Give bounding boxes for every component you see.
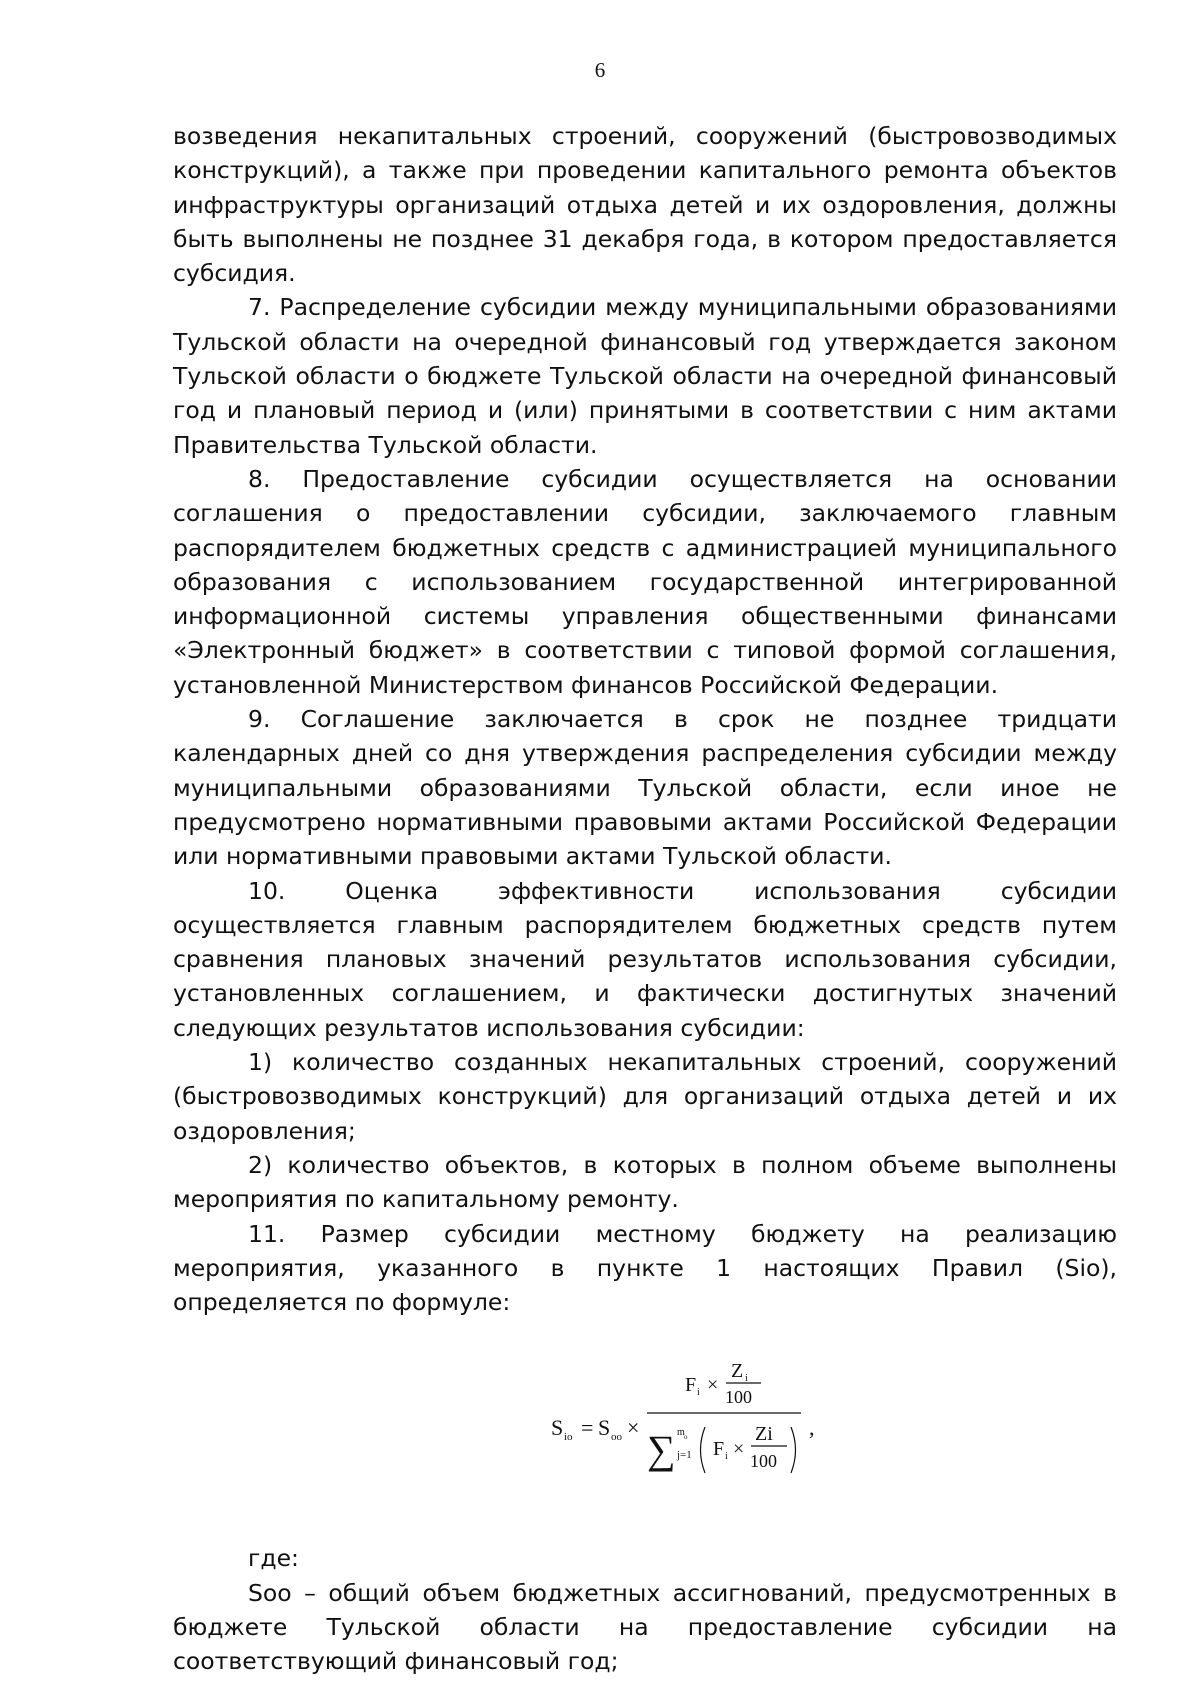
formula-sigma-sup: m	[677, 1427, 685, 1439]
formula-lhs: S	[551, 1415, 564, 1441]
formula-num-times: ×	[707, 1374, 719, 1397]
formula-num-z-sub: i	[745, 1373, 748, 1385]
formula-right-paren	[791, 1427, 796, 1473]
paragraph-clause-8: 8. Предоставление субсидии осуществляется на основании соглашения о предоставлении субсидии, заключаемого главным распорядителем бюджетных средств с администрацией муниципального образования с использованием государственной интегрированной информационной системы управления общественными финансами «Электронный бюджет» в соответствии с типовой формой соглашения, установленной Министерством финансов Российской Федерации.	[173, 464, 1117, 699]
paragraph: возведения некапитальных строений, сооружений (быстровозводимых конструкций), а также при проведении капитального ремонта объектов инфраструктуры организаций отдыха детей и их оздоровления, должны быть выполнены не позднее 31 декабря года, в котором предоставляется субсидия.	[173, 122, 1117, 288]
formula-sigma-sub: j=1	[677, 1449, 692, 1462]
formula-left-paren	[701, 1427, 706, 1473]
formula-s-sub: oo	[611, 1431, 622, 1444]
formula-num-f: F	[685, 1374, 697, 1397]
paragraph-clause-10: 10. Оценка эффективности использования субсидии осуществляется главным распорядителем бюджетных средств путем сравнения плановых значений результатов использования субсидии, установленных соглашением, и фактически достигнутых значений следующих результатов использования субсидии:	[173, 876, 1117, 1042]
formula-times: ×	[627, 1415, 640, 1441]
paragraph-where: где:	[248, 1544, 299, 1573]
list-item-2: 2) количество объектов, в которых в полном объеме выполнены мероприятия по капитальному ремонту.	[173, 1150, 1117, 1214]
formula-equals: =	[581, 1415, 594, 1441]
formula-comma: ,	[809, 1415, 815, 1441]
formula-sigma-sup-sub: o	[684, 1433, 688, 1442]
formula-den-f: F	[713, 1438, 725, 1461]
formula-lhs-sub: io	[564, 1431, 573, 1444]
formula-num-z: Z	[731, 1360, 744, 1383]
formula-den-f-sub: i	[725, 1451, 728, 1463]
paragraph-clause-9: 9. Соглашение заключается в срок не позднее тридцати календарных дней со дня утверждения распределения субсидии между муниципальными образованиями Тульской области, если иное не предусмотрено нормативными правовыми актами Российской Федерации или нормативными правовыми актами Тульской области.	[173, 705, 1117, 871]
paragraph-clause-11: 11. Размер субсидии местному бюджету на реализацию мероприятия, указанного в пункте 1 настоящих Правил (Sio), определяется по формуле:	[173, 1219, 1117, 1317]
formula-num-hundred: 100	[725, 1387, 752, 1408]
subsidy-formula	[551, 1355, 851, 1505]
document-body	[173, 119, 1117, 1679]
formula-den-zi: Zi	[755, 1423, 773, 1446]
formula-block	[173, 1319, 1117, 1519]
list-item-1: 1) количество созданных некапитальных строений, сооружений (быстровозводимых конструкций) для организаций отдыха детей и их оздоровления;	[173, 1048, 1117, 1145]
formula-den-hundred: 100	[750, 1451, 777, 1472]
formula-den-times: ×	[733, 1438, 745, 1461]
paragraph-soo-definition: Soo – общий объем бюджетных ассигнований, предусмотренных в бюджете Тульской области на предоставление субсидии на соответствующий финансовый год;	[173, 1578, 1117, 1676]
formula-num-f-sub: i	[697, 1387, 700, 1399]
paragraph-clause-7: 7. Распределение субсидии между муниципальными образованиями Тульской области на очередной финансовый год утверждается законом Тульской области о бюджете Тульской области на очередной финансовый год и плановый период и (или) принятыми в соответствии с ним актами Правительства Тульской области.	[173, 293, 1117, 459]
formula-s: S	[598, 1415, 611, 1441]
page-number: 6	[594, 58, 606, 82]
formula-sigma: ∑	[647, 1427, 676, 1473]
